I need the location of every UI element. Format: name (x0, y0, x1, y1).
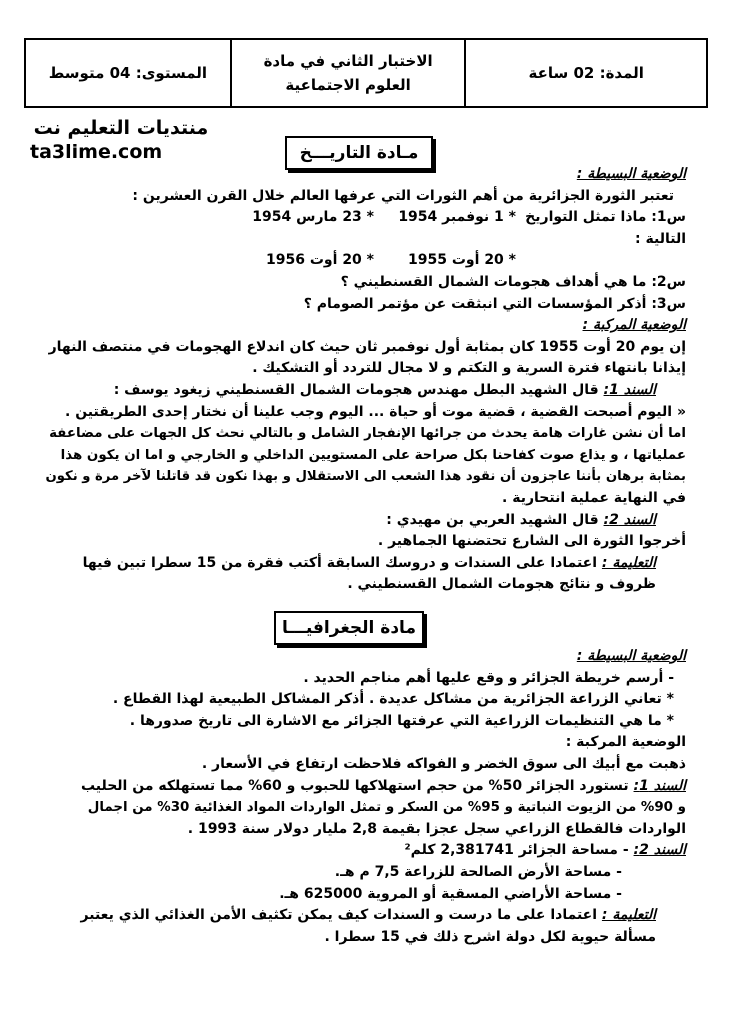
watermark-site: ta3lime.com (30, 141, 163, 163)
q1-row2 (44, 250, 686, 272)
geo-doc2-c: - مساحة الأراضي المسقية أو المروية 625000 هـ. (279, 885, 622, 902)
history-doc2-label: السند 2: (603, 511, 656, 528)
geo-doc1-b: و 90% من الزيوت النباتية و 95% من السكر و تمثل الواردات المواد الغذائية 30% من اجمال (87, 800, 686, 816)
q1-row1 (44, 207, 686, 250)
history-doc1-quote-2: اما أن نشن غارات هامة يحدث من جرائها الإنفجار الشامل و بالتالي نحث كل الجهات على مضاعفة (49, 426, 686, 442)
history-doc1-quote-3: عملياتها ، و يذاع صوت كفاحنا بكل صراحة على المستويين الداخلي و الخارجي و اما ان يكون هذا (60, 447, 686, 463)
geo-simple-3: * ما هي التنظيمات الزراعية التي عرفتها الجزائر مع الاشارة الى تاريخ صدورها . (129, 712, 674, 729)
geo-complex-label: الوضعية المركبة : (565, 734, 686, 751)
geo-doc2-b: - مساحة الأرض الصالحة للزراعة 7,5 م هـ. (334, 863, 622, 880)
geo-doc2-a: - مساحة الجزائر 2,381741 كلم² (404, 842, 629, 859)
date-4: * 20 أوت 1956 (266, 252, 374, 269)
geography-section (44, 646, 686, 948)
level-cell: المستوى: 04 متوسط (48, 64, 208, 82)
history-task-2: ظروف و نتائج هجومات الشمال القسنطيني . (347, 576, 656, 593)
geo-simple-1: - أرسم خريطة الجزائر و وقع عليها أهم مناجم الحديد . (303, 669, 674, 686)
duration-cell: المدة: 02 ساعة (528, 64, 644, 82)
geo-task-1: اعتمادا على ما درست و السندات كيف يمكن تكثيف الأمن الغذائي الذي يعتبر (80, 907, 598, 924)
history-task-label: التعليمة : (601, 554, 656, 571)
geo-doc1-a: تستورد الجزائر 50% من حجم استهلاكها للحبوب و 60% مما تستهلكه من الحليب (80, 777, 629, 794)
date-3: * 20 أوت 1955 (408, 252, 516, 269)
geography-heading: مادة الجغرافيـــا (274, 611, 424, 645)
geo-task-2: مسألة حيوية لكل دولة اشرح ذلك في 15 سطرا . (324, 928, 656, 945)
q1-label: س1: ماذا تمثل التواريخ التالية : (525, 209, 686, 247)
geo-simple-label: الوضعية البسيطة : (576, 648, 686, 664)
date-1: * 1 نوفمبر 1954 (398, 209, 516, 226)
exam-header (24, 38, 708, 108)
history-doc1-quote-5: في النهاية عملية انتحارية . (502, 489, 686, 506)
history-doc2-quote: أخرجوا الثورة الى الشارع تحتضنها الجماهير . (377, 533, 686, 550)
history-doc1-quote-1: « اليوم أصبحت القضية ، قضية موت أو حياة ... اليوم وجب علينا أن نختار إحدى الطريقتين . (65, 403, 686, 420)
history-para-1: إن يوم 20 أوت 1955 كان بمثابة أول نوفمبر ثان حيث كان اندلاع الهجومات في منتصف النهار (48, 338, 686, 355)
history-doc1-intro: قال الشهيد البطل مهندس هجومات الشمال القسنطيني زيغود يوسف : (113, 381, 599, 398)
title-line-2: العلوم الاجتماعية (285, 76, 411, 94)
history-complex-label: الوضعية المركبة : (582, 317, 686, 334)
question-2: س2: ما هي أهداف هجومات الشمال القسنطيني ؟ (340, 273, 686, 290)
history-simple-label: الوضعية البسيطة : (576, 166, 686, 182)
geo-doc2-label: السند 2: (633, 842, 686, 859)
watermark (26, 116, 216, 164)
history-intro: تعتبر الثورة الجزائرية من أهم الثورات التي عرفها العالم خلال القرن العشرين : (132, 187, 674, 204)
question-3: س3: أذكر المؤسسات التي انبثقت عن مؤتمر الصومام ؟ (303, 295, 686, 312)
date-2: * 23 مارس 1954 (252, 209, 374, 226)
history-section (44, 164, 686, 596)
geo-task-label: التعليمة : (601, 907, 656, 924)
geo-simple-2: * تعاني الزراعة الجزائرية من مشاكل عديدة . أذكر المشاكل الطبيعية لهذا القطاع . (112, 691, 674, 708)
geo-doc1-label: السند 1: (633, 777, 686, 794)
geo-complex-1: ذهبت مع أبيك الى سوق الخضر و الفواكه فلاحظت ارتفاع في الأسعار . (201, 755, 686, 772)
history-heading: مـادة التاريـــخ (285, 136, 433, 170)
history-para-2: إيذانا بانتهاء فترة السرية و التكتم و لا مجال للتردد أو التشكيك . (252, 360, 686, 377)
history-doc1-quote-4: بمثابة برهان بأننا عاجزون أن نقود هذا الشعب الى الاستقلال و بهذا نكون قد قاتلنا لآخر مرة و نكون (45, 469, 686, 485)
history-task-1: اعتمادا على السندات و دروسك السابقة أكتب فقرة من 15 سطرا تبين فيها (82, 554, 598, 571)
title-line-1: الاختبار الثاني في مادة (263, 52, 433, 70)
history-doc2-intro: قال الشهيد العربي بن مهيدي : (386, 511, 599, 528)
geo-doc1-c: الواردات فالقطاع الزراعي سجل عجزا بقيمة 2,8 مليار دولار سنة 1993 . (187, 820, 686, 837)
history-doc1-label: السند 1: (603, 381, 656, 398)
watermark-arabic: منتديات التعليم نت (33, 117, 209, 139)
title-cell (230, 40, 467, 106)
